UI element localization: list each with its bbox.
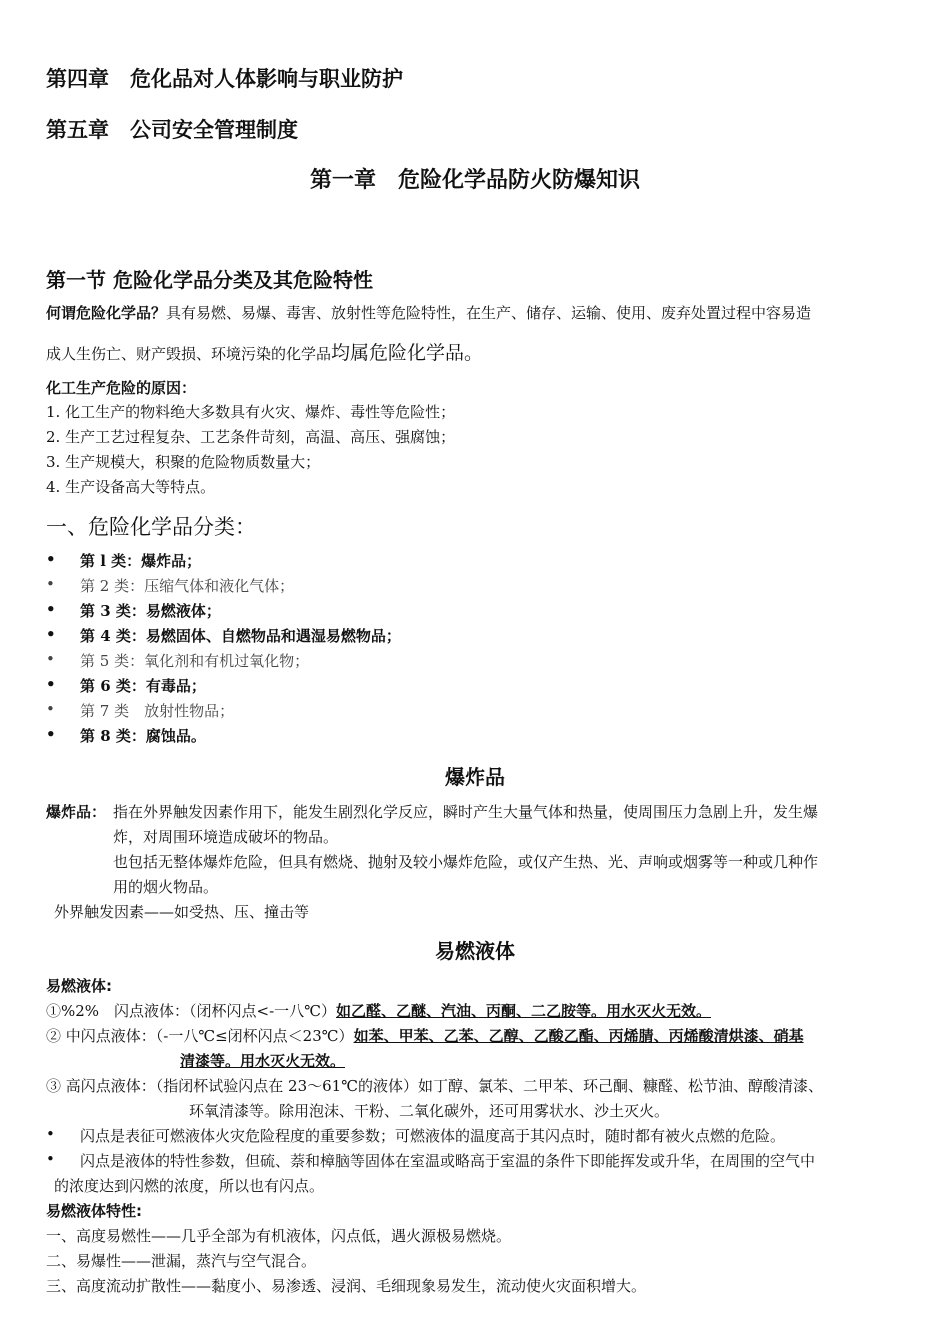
flammable-heading: 易燃液体	[435, 939, 515, 963]
definition-line-2	[46, 338, 483, 365]
props-title: 易燃液体特性:	[46, 1202, 142, 1220]
prop-item-3: 三、高度流动扩散性——黏度小、易渗透、浸润、毛细现象易发生，流动使火灾面积增大。	[46, 1277, 647, 1295]
flash-note-1: 闪点是表征可燃液体火灾危险程度的重要参数；可燃液体的温度高于其闪点时，随时都有被火点燃的危险。	[80, 1127, 786, 1145]
bullet-icon: •	[46, 1150, 55, 1168]
flammable-label: 易燃液体:	[46, 977, 112, 995]
bullet-icon: •	[46, 725, 56, 743]
explosives-line-1: 指在外界触发因素作用下，能发生剧烈化学反应，瞬时产生大量气体和热量，使周围压力急剧上升，发生爆	[113, 803, 819, 821]
mid-flash-examples-1: 如苯、甲苯、乙苯、乙醇、乙酸乙酯、丙烯腈、丙烯酸清烘漆、硝基	[353, 1027, 804, 1045]
low-flash-line	[46, 1000, 711, 1021]
definition-text-1: 具有易燃、易爆、毒害、放射性等危险特性，在生产、储存、运输、使用、废弃处置过程中容易造	[166, 304, 812, 322]
definition-text-2: 成人生伤亡、财产毁损、环境污染的化学品	[46, 345, 332, 363]
prop-item-1: 一、高度易燃性——几乎全部为有机液体，闪点低，遇火源极易燃烧。	[46, 1227, 512, 1245]
prop-item-2: 二、易爆性——泄漏，蒸汽与空气混合。	[46, 1252, 317, 1270]
explosives-line-2: 炸，对周围环境造成破坏的物品。	[113, 828, 339, 846]
section-1-title: 第一节 危险化学品分类及其危险特性	[46, 268, 373, 292]
high-flash-line-1: ③ 高闪点液体：（指闭杯试验闪点在 23～61℃的液体）如丁醇、氯苯、二甲苯、环己酮、糠醛、松节油、醇酸清漆、	[46, 1077, 823, 1095]
class-item-5: 第 5 类：氧化剂和有机过氧化物；	[80, 652, 310, 670]
classification-title: 一、危险化学品分类：	[46, 515, 256, 539]
high-flash-line-2: 环氧清漆等。除用泡沫、干粉、二氧化碳外，还可用雾状水、沙土灭火。	[189, 1102, 670, 1120]
reason-item-4: 4. 生产设备高大等特点。	[46, 478, 216, 496]
low-flash-examples: 如乙醛、乙醚、汽油、丙酮、二乙胺等。用水灭火无效。	[335, 1002, 711, 1020]
class-item-8: 第 8 类：腐蚀品。	[80, 727, 206, 745]
bullet-icon: •	[46, 700, 55, 718]
flash-note-2-line-1: 闪点是液体的特性参数，但硫、萘和樟脑等固体在室温或略高于室温的条件下即能挥发或升华，在周围的空气中	[80, 1152, 816, 1170]
reasons-title: 化工生产危险的原因：	[46, 379, 197, 397]
bullet-icon: •	[46, 1125, 55, 1143]
explosives-trigger: 外界触发因素——如受热、压、撞击等	[54, 903, 310, 921]
mid-flash-line-2	[180, 1050, 345, 1071]
class-item-2: 第 2 类：压缩气体和液化气体；	[80, 577, 295, 595]
explosives-heading: 爆炸品	[445, 765, 505, 789]
bullet-icon: •	[46, 650, 55, 668]
explosives-label: 爆炸品：	[46, 803, 107, 821]
classification-list	[0, 550, 950, 750]
flash-note-2-line-2: 的浓度达到闪燃的浓度，所以也有闪点。	[54, 1177, 325, 1195]
bullet-icon: •	[46, 625, 56, 643]
low-flash-prefix: ①%2% 闪点液体：（闭杯闪点<-一八℃）	[46, 1002, 336, 1020]
definition-tail: 均属危险化学品。	[331, 342, 484, 364]
class-item-7: 第 7 类 放射性物品；	[80, 702, 235, 720]
class-item-1: 第 l 类：爆炸品；	[80, 552, 202, 570]
bullet-icon: •	[46, 575, 55, 593]
mid-flash-line-1	[46, 1025, 804, 1046]
reason-item-3: 3. 生产规模大，积聚的危险物质数量大；	[46, 453, 321, 471]
explosives-line-4: 用的烟火物品。	[113, 878, 219, 896]
class-item-4: 第 4 类：易燃固体、自燃物品和遇湿易燃物品；	[80, 627, 401, 645]
bullet-icon: •	[46, 600, 56, 618]
reason-item-2: 2. 生产工艺过程复杂、工艺条件苛刻，高温、高压、强腐蚀；	[46, 428, 456, 446]
class-item-6: 第 6 类：有毒品；	[80, 677, 206, 695]
class-item-3: 第 3 类：易燃液体；	[80, 602, 221, 620]
definition-label: 何谓危险化学品？	[46, 304, 167, 322]
toc-chapter-4: 第四章 危化品对人体影响与职业防护	[46, 67, 403, 91]
mid-flash-examples-2: 清漆等。用水灭火无效。	[180, 1052, 346, 1070]
explosives-line-3: 也包括无整体爆炸危险，但具有燃烧、抛射及较小爆炸危险，或仅产生热、光、声响或烟雾等一种或几种作	[113, 853, 819, 871]
reason-item-1: 1. 化工生产的物料绝大多数具有火灾、爆炸、毒性等危险性；	[46, 403, 456, 421]
bullet-icon: •	[46, 675, 56, 693]
toc-chapter-5: 第五章 公司安全管理制度	[46, 118, 298, 142]
bullet-icon: •	[46, 550, 56, 568]
chapter-1-title: 第一章 危险化学品防火防爆知识	[309, 168, 640, 193]
definition-line-1	[46, 302, 811, 323]
mid-flash-prefix: ② 中闪点液体：（-一八℃≤闭杯闪点＜23℃）	[46, 1027, 354, 1045]
